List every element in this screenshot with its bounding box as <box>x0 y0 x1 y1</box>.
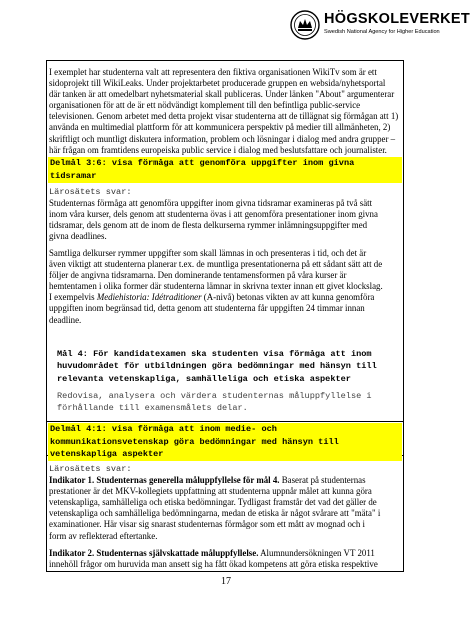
logo-name: HÖGSKOLEVERKET <box>324 11 470 27</box>
instruction-line: Redovisa, analysera och värdera studenternas måluppfyllelse i <box>57 391 372 401</box>
text-line: följer de angivna tidsramarna. Den dominerande tentamensformen på våra kurser är <box>49 270 347 281</box>
course-title: Mediehistoria: Idétraditioner <box>96 292 202 303</box>
heading-line: relevanta vetenskapliga, samhälleliga och etiska aspekter <box>57 373 351 384</box>
text-line: hemtentamen i olika former där studenterna lämnar in skrivna texter innan ett givet klockslag. <box>49 281 383 292</box>
mal-4-instruction <box>57 390 372 415</box>
text-line: sidoprojekt till WikiLeaks. Under projektarbetet producerade gruppen en websida/nyhetsportal <box>49 78 386 89</box>
crown-emblem-icon <box>290 10 320 40</box>
text-line: inom våra kurser, dels genom att studenterna övas i att genomföra presentationer inom givna <box>49 209 378 220</box>
indikator-2-line <box>49 548 401 559</box>
indikator-2-paragraph <box>49 548 401 570</box>
answer-3-6 <box>49 187 401 242</box>
text-line: form av reflekterad eftertanke. <box>49 530 158 541</box>
deadline-paragraph <box>49 248 401 326</box>
text-line: uppgiften inom begränsad tid, detta genom att studenterna får uppgiften 24 timmar innan <box>49 303 365 314</box>
heading-line: Mål 4: För kandidatexamen ska studenten visa förmåga att inom <box>57 349 372 359</box>
text-line: innehöll frågor om huruvida man ansett sig ha fått ökad kompetens att göra etiska respektive <box>49 559 378 570</box>
text-line: tidsramar, dels genom att de inom de flesta delkurserna rymmer inlämningsuppgifter med <box>49 220 368 231</box>
example-prefix: I exempelvis <box>49 292 97 303</box>
text-line: även viktigt att studenterna planerar t.ex. de muntliga presentationerna på ett sådant sätt att de <box>49 259 383 270</box>
heading-line: Delmål 4:1: visa förmåga att inom medie- och <box>50 424 277 434</box>
example-suffix: (A-nivå) betonas vikten av att kunna genomföra <box>201 292 375 303</box>
delmal-4-1-heading <box>48 423 402 461</box>
text-line: Samtliga delkurser rymmer uppgifter som skall lämnas in och presenteras i tid, och det är <box>49 248 367 258</box>
mal-4-heading <box>57 348 407 385</box>
heading-line: vetenskapliga aspekter <box>50 449 164 459</box>
text-line: använda en multimedial plattform för att kommunicera perspektiv på medier till allmänheten, 2) <box>49 122 391 133</box>
hogskoleverket-logo <box>290 8 470 44</box>
answer-4-1 <box>49 464 401 542</box>
logo-subtitle: Swedish National Agency for Higher Education <box>324 29 440 35</box>
heading-line: tidsramar <box>50 170 97 181</box>
text-line: deadline. <box>49 314 82 325</box>
larosatets-svar-label: Lärosätets svar: <box>49 187 132 197</box>
text-line: I exemplet har studenterna valt att representera den fiktiva organisationen WikiTv som är ett <box>49 67 377 77</box>
text-line: Studenternas förmåga att genomföra uppgifter inom givna tidsramar examineras på två sätt <box>49 198 373 209</box>
larosatets-svar-label: Lärosätets svar: <box>49 464 132 474</box>
indikator-1-rest: Baserat på studenternas <box>279 475 366 486</box>
heading-line: huvudområdet för utbildningen göra bedömningar med hänsyn till <box>57 361 377 372</box>
text-line: skriftligt och muntligt diskutera information, problem och lösningar i dialog med andra grupper – <box>49 133 396 144</box>
text-line: där tanken är att omedelbart nyhetsmaterial skall publiceras. Under länken "About" argumenterar <box>49 89 395 100</box>
indikator-2-label: Indikator 2. Studenternas självskattade måluppfyllelse. <box>49 548 259 558</box>
text-line: givna deadlines. <box>49 231 107 242</box>
delmal-3-6-heading <box>48 157 402 183</box>
indikator-2-rest: Alumnundersökningen VT 2011 <box>258 548 375 558</box>
page-number: 17 <box>221 576 231 587</box>
text-line: prestationer är det MKV-kollegiets uppfattning att studenterna uppnår målet att kunna göra <box>49 486 372 497</box>
text-line: examinationer. Här visar sig snarast studenternas förmågor som ett mått av mognad och i <box>49 519 365 530</box>
text-line: televisionen. Genom arbetet med detta projekt visar studenterna att de tillägnat sig förmågan att 1) <box>49 111 399 122</box>
instruction-line: förhållande till examensmålets delar. <box>57 403 248 414</box>
heading-line: kommunikationsvetenskap göra bedömningar med hänsyn till <box>50 436 339 447</box>
text-line: här frågan om framtidens europeiska public service i dialog med beslutsfattare och journalister. <box>49 144 387 155</box>
indikator-1-line <box>49 475 401 486</box>
heading-line: Delmål 3:6: visa förmåga att genomföra uppgifter inom givna <box>50 158 355 168</box>
example-line <box>49 292 401 303</box>
indikator-1-label: Indikator 1. Studenternas generella måluppfyllelse för mål 4. <box>49 475 280 486</box>
text-line: vetenskapliga, samhälleliga och etiska bedömningar. Tydligast framstår det vad det gäller de <box>49 497 377 508</box>
text-line: vetenskapliga och samhälleliga bedömningarna, medan de etiska är något svårare att "mäta" i <box>49 508 381 519</box>
text-line: organisationen för att de är ett nödvändigt komplement till den befintliga public-service <box>49 100 361 111</box>
intro-paragraph <box>49 67 401 156</box>
